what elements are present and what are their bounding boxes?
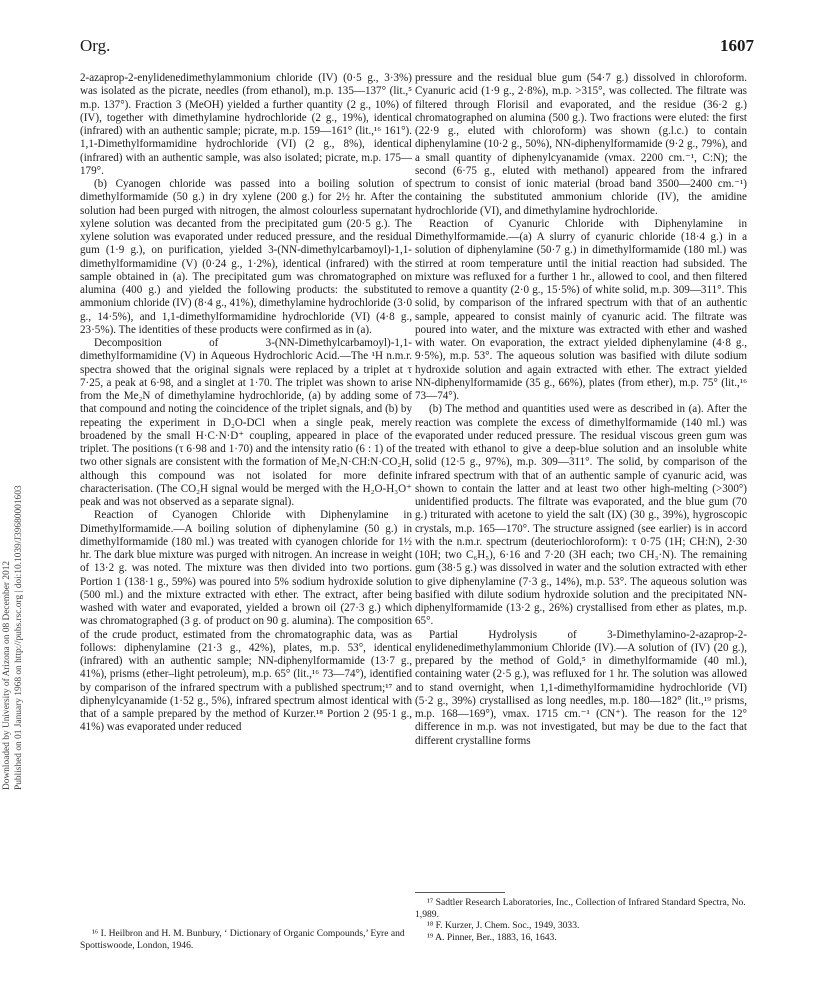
footnote: ¹⁶ I. Heilbron and H. M. Bunbury, ‘ Dictionary of Organic Compounds,’ Eyre and Spottiswoode, London, 1946. [80,928,405,951]
journal-running-head: Org. [80,36,111,55]
paragraph: (b) The method and quantities used were as described in (a). After the reaction was complete the excess of dimethylformamide (140 ml.) was evaporated under reduced pressure. The residual viscous green gum was treated with ethanol to give a deep-blue solution and an insoluble white solid (12·5 g., 97%), m.p. 309—311°. The solid, by comparison of the infrared spectrum with that of an authentic sample of cyanuric acid, was shown to contain the latter and at least two other high-melting (>300°) unidentified products. The filtrate was evaporated, and the blue gum (70 g.) triturated with acetone to yield the salt (IX) (30 g., 39%), hygroscopic crystals, m.p. 165—170°. The structure assigned (see earlier) is in accord with the n.m.r. spectrum (deuteriochloroform): τ 0·75 (1H; CH:N), 2·30 (10H; two C₆H₅), 6·16 and 7·20 (3H each; two CH₃·N). The remaining gum (38·5 g.) was dissolved in water and the solution extracted with ether to give diphenylamine (7·3 g., 14%), m.p. 53°. The aqueous solution was basified with dilute sodium hydroxide solution and the precipitated NN-diphenylformamide (13·2 g., 26%) crystallised from ether as plates, m.p. 65°. [415,403,747,628]
footnote-rule [415,892,505,893]
left-footnotes [80,928,412,951]
right-footnotes [415,886,747,943]
publication-notice: Published on 01 January 1968 on http://pubs.rsc.org | doi:10.1039/J39680001603 [14,485,24,790]
paragraph: 2-azaprop-2-enylidenedimethylammonium chloride (IV) (0·5 g., 3·3%) was isolated as the picrate, needles (from ethanol), m.p. 135—137° (lit.,⁵ m.p. 137°). Fraction 3 (MeOH) yielded a further quantity (2 g., 10%) of (IV), together with dimethylamine hydrochloride (2 g., 19%), identical (infrared) with an authentic sample; picrate, m.p. 159—161° (lit.,¹⁶ 161°). 1,1-Dimethylformamidine hydrochloride (VI) (2 g., 8%), identical (infrared) with an authentic sample, was also isolated; picrate, m.p. 175—179°. [80,72,412,177]
download-notice: Downloaded by University of Arizona on 08 December 2012 [2,560,12,790]
paragraph: Decomposition of 3-(NN-Dimethylcarbamoyl)-1,1-dimethylformamidine (V) in Aqueous Hydrochloric Acid.—The ¹H n.m.r. spectra showed that the original signals were replaced by a triplet at τ 7·25, a peak at 6·98, and a singlet at 1·70. The triplet was shown to arise from the Me₂N of dimethylamine hydrochloride, (a) by adding some of that compound and noting the coincidence of the triplet signals, and (b) by repeating the experiment in D₂O-DCl when a single peak, merely broadened by the small H·C·N·D⁺ coupling, appeared in place of the triplet. The positions (τ 6·98 and 1·70) and the intensity ratio (6 : 1) of the two other signals are consistent with the formation of Me₂N·CH:N·CO₂H, although this compound was not isolated for more definite characterisation. (The CO₂H signal would be merged with the H₂O-H₃O⁺ peak and was not observed as a separate signal). [80,337,412,508]
footnote: ¹⁷ Sadtler Research Laboratories, Inc., Collection of Infrared Standard Spectra, No. 1,989. [415,897,746,920]
paragraph: Reaction of Cyanuric Chloride with Diphenylamine in Dimethylformamide.—(a) A slurry of cyanuric chloride (18·4 g.) in a solution of diphenylamine (50·7 g.) in dimethylformamide (180 ml.) was stirred at room temperature until the initial reaction had subsided. The mixture was refluxed for a further 1 hr., allowed to cool, and then filtered to remove a quantity (2·0 g., 15·5%) of white solid, m.p. 309—311°. This solid, by comparison of the infrared spectrum with that of an authentic sample, appeared to consist mainly of cyanuric acid. The filtrate was poured into water, and the mixture was extracted with ether and washed with water. On evaporation, the extract yielded diphenylamine (4·8 g., 9·5%), m.p. 53°. The aqueous solution was basified with dilute sodium hydroxide solution and again extracted with ether. The extract yielded NN-diphenylformamide (35 g., 66%), plates (from ether), m.p. 75° (lit.,¹⁶ 73—74°). [415,217,747,402]
footnote: ¹⁸ F. Kurzer, J. Chem. Soc., 1949, 3033. [427,920,580,932]
left-column [80,72,412,735]
right-column [415,72,747,748]
paragraph: (b) Cyanogen chloride was passed into a boiling solution of dimethylformamide (50 g.) in dry xylene (200 g.) for 2½ hr. After the solution had been purged with nitrogen, the almost colourless supernatant xylene solution was decanted from the precipitated gum (20·5 g.). The xylene solution was evaporated under reduced pressure, and the residual gum (1·9 g.), on purification, yielded 3-(NN-dimethylcarbamoyl)-1,1-dimethylformamidine (V) (0·24 g., 1·2%), identical (infrared) with the sample obtained in (a). The precipitated gum was chromatographed on alumina (400 g.) and yielded the following products: the substituted ammonium chloride (IV) (8·4 g., 41%), dimethylamine hydrochloride (3·0 g., 14·5%), and 1,1-dimethylformamidine hydrochloride (VI) (4·8 g., 23·5%). The identities of these products were confirmed as in (a). [80,178,412,336]
paragraph: Partial Hydrolysis of 3-Dimethylamino-2-azaprop-2-enylidenedimethylammonium Chloride (IV).—A solution of (IV) (20 g.), prepared by the method of Gold,⁵ in dimethylformamide (40 ml.), containing water (2·5 g.), was refluxed for 1 hr. The solution was allowed to stand overnight, when 1,1-dimethylformamidine hydrochloride (VI) (5·2 g., 39%) crystallised as long needles, m.p. 180—182° (lit.,¹⁹ prisms, m.p. 168—169°), νmax. 1715 cm.⁻¹ (CN⁺). The reason for the 12° difference in m.p. was not investigated, but may be due to the fact that different crystalline forms [415,628,747,747]
page-number: 1607 [720,36,754,55]
paragraph: Reaction of Cyanogen Chloride with Diphenylamine in Dimethylformamide.—A boiling solution of diphenylamine (50 g.) in dimethylformamide (180 ml.) was treated with cyanogen chloride for 1½ hr. The dark blue mixture was purged with nitrogen. An increase in weight of 13·2 g. was noted. The mixture was then divided into two portions. Portion 1 (138·1 g., 59%) was poured into 5% sodium hydroxide solution (500 ml.) and the mixture extracted with ether. The extract, after being washed with water and evaporated, yielded a brown oil (27·3 g.) which was chromatographed (3 g. of product on 90 g. alumina). The composition of the crude product, estimated from the chromatographic data, was as follows: diphenylamine (21·3 g., 42%), plates, m.p. 53°, identical (infrared) with an authentic sample; NN-diphenylformamide (13·7 g., 41%), prisms (ether–light petroleum), m.p. 65° (lit.,¹⁶ 73—74°), identified by comparison of the infrared spectrum with a published spectrum;¹⁷ and diphenylcyanamide (1·52 g., 5%), infrared spectrum almost identical with that of a sample prepared by the method of Kurzer.¹⁸ Portion 2 (95·1 g., 41%) was evaporated under reduced [80,509,412,734]
paragraph: pressure and the residual blue gum (54·7 g.) dissolved in chloroform. Cyanuric acid (1·9 g., 2·8%), m.p. >315°, was collected. The filtrate was filtered through Florisil and evaporated, and the residue (36·2 g.) chromatographed on alumina (500 g.). Two fractions were eluted: the first (22·9 g., eluted with chloroform) was shown (g.l.c.) to contain diphenylamine (10·2 g., 50%), NN-diphenylformamide (9·2 g., 79%), and a small quantity of diphenylcyanamide (νmax. 2200 cm.⁻¹, C:N); the second (6·75 g., eluted with methanol) appeared from the infrared spectrum to consist of ionic material (broad band 3500—2400 cm.⁻¹) containing the substituted ammonium chloride (IV), the amidine hydrochloride (VI), and dimethylamine hydrochloride. [415,72,747,217]
footnote: ¹⁹ A. Pinner, Ber., 1883, 16, 1643. [427,931,557,943]
download-watermark [2,200,24,790]
